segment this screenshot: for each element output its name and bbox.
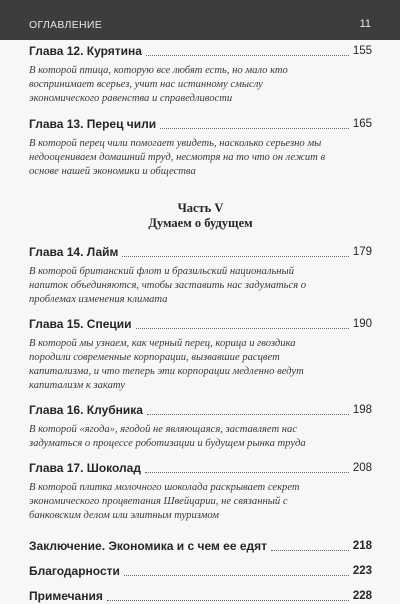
entry-title: Заключение. Экономика и с чем ее едят	[29, 539, 268, 553]
toc-entry-heading	[29, 589, 372, 604]
toc-entry-heading	[29, 44, 372, 59]
toc-entry-heading	[29, 117, 372, 132]
chapter-title	[29, 317, 132, 332]
toc-entry-chapter-13[interactable]	[29, 117, 372, 179]
chapter-number: 16.	[66, 403, 84, 417]
running-head	[0, 0, 400, 40]
chapter-description: В которой перец чили помогает увидеть, насколько серьезно мы недооцениваем домашний труд, несмотря на то что он лежит в основе нашей экономики и общества	[29, 138, 326, 177]
dot-leader	[136, 327, 349, 329]
toc-entry-heading	[29, 461, 372, 476]
chapter-number: 14.	[66, 245, 84, 259]
entry-page: 223	[352, 565, 372, 577]
toc-entry-conclusion[interactable]	[29, 539, 372, 554]
chapter-title	[29, 245, 118, 260]
dot-leader	[107, 599, 349, 601]
chapter-title	[29, 44, 142, 59]
toc-entry-chapter-17[interactable]	[29, 461, 372, 523]
chapter-page: 165	[352, 118, 372, 130]
dot-leader	[146, 54, 349, 56]
toc-entry-heading	[29, 317, 372, 332]
chapter-page: 155	[352, 45, 372, 57]
dot-leader	[122, 255, 348, 257]
toc-entry-heading	[29, 564, 372, 579]
toc-entry-chapter-16[interactable]	[29, 403, 372, 451]
chapter-prefix: Глава	[29, 403, 64, 417]
chapter-prefix: Глава	[29, 117, 64, 131]
part-title: Думаем о будущем	[148, 216, 253, 230]
chapter-prefix: Глава	[29, 461, 64, 475]
chapter-name: Клубника	[86, 403, 143, 417]
chapter-title	[29, 403, 143, 418]
dot-leader	[145, 471, 349, 473]
chapter-name: Лайм	[86, 245, 119, 259]
dot-leader	[124, 574, 349, 576]
chapter-page: 179	[352, 246, 372, 258]
chapter-page: 208	[352, 462, 372, 474]
dot-leader	[271, 549, 349, 551]
chapter-description: В которой мы узнаем, как черный перец, корица и гвоздика породили современные корпорации, вызвавшие расцвет капитализма, и что теперь эти корпорации медленно ведут капитализм к закату	[29, 338, 304, 391]
chapter-name: Перец чили	[86, 117, 157, 131]
running-head-title: ОГЛАВЛЕНИЕ	[29, 19, 103, 31]
chapter-description: В которой британский флот и бразильский национальный напиток объединяются, чтобы заставить нас задуматься о проблемах изменения климата	[29, 266, 307, 305]
toc-entry-heading	[29, 539, 372, 554]
toc-entry-chapter-12[interactable]	[29, 44, 372, 106]
chapter-number: 17.	[66, 461, 84, 475]
chapter-number: 15.	[66, 317, 84, 331]
chapter-name: Курятина	[86, 44, 142, 58]
toc-entry-notes[interactable]	[29, 589, 372, 604]
dot-leader	[160, 127, 349, 129]
chapter-name: Специи	[86, 317, 132, 331]
chapter-description: В которой «ягода», ягодой не являющаяся, заставляет нас задуматься о процессе роботизации и будущем рынка труда	[29, 424, 306, 449]
toc-entry-chapter-15[interactable]	[29, 317, 372, 393]
chapter-prefix: Глава	[29, 317, 64, 331]
dot-leader	[147, 413, 349, 415]
entry-page: 218	[352, 540, 372, 552]
toc-entry-heading	[29, 245, 372, 260]
page-number: 11	[359, 18, 371, 30]
chapter-title	[29, 461, 141, 476]
chapter-page: 190	[352, 318, 372, 330]
toc-entry-chapter-14[interactable]	[29, 245, 372, 307]
table-of-contents	[29, 44, 372, 604]
part-label: Часть V	[177, 201, 224, 215]
chapter-title	[29, 117, 156, 132]
chapter-page: 198	[352, 404, 372, 416]
chapter-number: 13.	[66, 117, 84, 131]
chapter-description: В которой плитка молочного шоколада раскрывает секрет экономического процветания Швейцарии, не связанный с банковским делом или элитным туризмом	[29, 482, 300, 521]
entry-page: 228	[352, 590, 372, 602]
chapter-number: 12.	[66, 44, 84, 58]
chapter-description: В которой птица, которую все любят есть, но мало кто воспринимает всерьез, учит нас истинному смыслу экономического равенства и справедливости	[29, 65, 288, 104]
chapter-name: Шоколад	[86, 461, 141, 475]
chapter-prefix: Глава	[29, 44, 64, 58]
chapter-prefix: Глава	[29, 245, 64, 259]
part-heading	[29, 201, 372, 231]
entry-title: Благодарности	[29, 564, 120, 578]
toc-entry-heading	[29, 403, 372, 418]
toc-entry-acknowledgements[interactable]	[29, 564, 372, 579]
entry-title: Примечания	[29, 589, 103, 603]
